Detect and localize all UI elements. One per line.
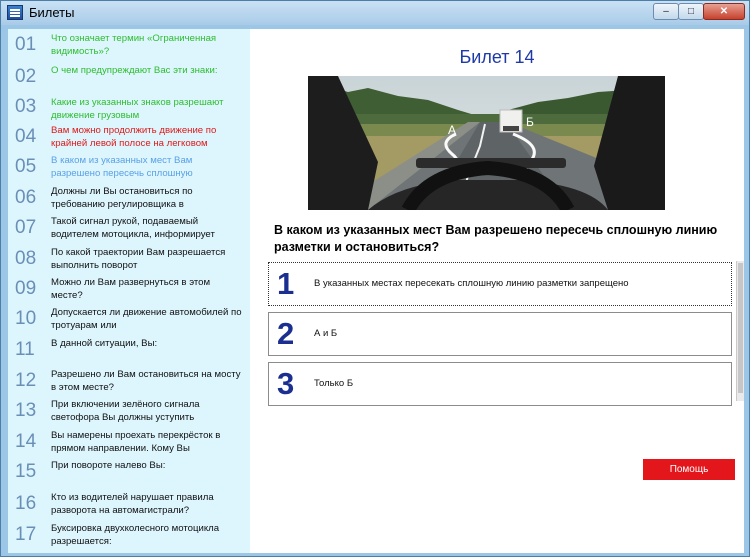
question-text: Можно ли Вам развернуться в этом месте? — [51, 277, 211, 301]
image-label-a: А — [448, 123, 457, 137]
question-item[interactable] — [8, 521, 250, 552]
answer-text: А и Б — [314, 328, 338, 339]
question-text: Разрешено ли Вам остановиться на мосту в этом месте? — [51, 369, 241, 393]
question-text: Вам можно продолжить движение по крайней левой полосе на легковом — [51, 125, 217, 149]
question-text: Такой сигнал рукой, подаваемый водителем мотоцикла, информирует — [51, 216, 215, 240]
question-panel — [250, 29, 744, 553]
question-item[interactable] — [8, 336, 250, 367]
question-item[interactable] — [8, 428, 250, 459]
minimize-button[interactable] — [653, 3, 679, 20]
question-text: В каком из указанных мест Вам разрешено пересечь сплошную линию разметки и остановиться? — [274, 223, 718, 254]
question-number: 16 — [15, 493, 37, 514]
maximize-button[interactable] — [678, 3, 704, 20]
question-text: В данной ситуации, Вы: — [51, 338, 158, 349]
question-item[interactable] — [8, 214, 250, 245]
help-button[interactable]: Помощь — [643, 459, 735, 480]
question-image — [308, 76, 665, 210]
answer-text: Только Б — [314, 378, 354, 389]
question-item[interactable] — [8, 305, 250, 336]
question-text: При включении зелёного сигнала светофора Вы должны уступить — [51, 399, 200, 423]
question-number: 13 — [15, 400, 37, 421]
answer-number: 1 — [277, 266, 295, 301]
image-label-b: Б — [526, 115, 534, 129]
answer-number: 3 — [277, 366, 295, 401]
question-number: 03 — [15, 96, 37, 117]
question-text: Кто из водителей нарушает правила разворота на автомагистрали? — [51, 492, 214, 516]
answer-option[interactable] — [268, 312, 732, 356]
question-text: При повороте налево Вы: — [51, 460, 166, 471]
question-number: 15 — [15, 461, 37, 482]
question-item[interactable] — [8, 275, 250, 306]
question-text: О чем предупреждают Вас эти знаки: — [51, 65, 218, 76]
app-icon — [7, 5, 23, 20]
question-number: 11 — [15, 339, 35, 360]
question-number: 12 — [15, 370, 37, 391]
question-text: Буксировка двухколесного мотоцикла разрешается: — [51, 523, 220, 547]
answer-option[interactable] — [268, 362, 732, 406]
question-item[interactable] — [8, 31, 250, 62]
scrollbar-thumb[interactable] — [738, 263, 743, 393]
question-item[interactable] — [8, 397, 250, 428]
answer-number: 2 — [277, 316, 295, 351]
question-text: Какие из указанных знаков разрешают движение грузовым — [51, 97, 224, 121]
question-number: 04 — [15, 126, 37, 147]
question-item[interactable] — [8, 245, 250, 276]
client-area — [8, 29, 744, 553]
question-text: Должны ли Вы остановиться по требованию регулировщика в — [51, 186, 193, 210]
question-item[interactable] — [8, 367, 250, 398]
question-text: Вы намерены проехать перекрёсток в прямом направлении. Кому Вы — [51, 430, 221, 454]
scrollbar[interactable] — [736, 261, 744, 401]
question-item[interactable] — [8, 123, 250, 154]
ticket-title: Билет 14 — [459, 47, 535, 67]
question-item[interactable] — [8, 153, 250, 184]
question-number: 01 — [15, 34, 37, 55]
close-button[interactable] — [703, 3, 745, 20]
question-text: В каком из указанных мест Вам разрешено пересечь сплошную — [51, 155, 193, 179]
question-text: По какой траектории Вам разрешается выполнить поворот — [51, 247, 226, 271]
question-number: 06 — [15, 187, 37, 208]
question-item[interactable] — [8, 490, 250, 521]
question-item[interactable] — [8, 93, 250, 124]
question-number: 02 — [15, 66, 37, 87]
question-item[interactable] — [8, 184, 250, 215]
answer-text: В указанных местах пересекать сплошную линию разметки запрещено — [314, 278, 629, 289]
question-number: 14 — [15, 431, 37, 452]
answer-option[interactable] — [268, 262, 732, 306]
close-icon: ✕ — [719, 6, 729, 17]
minimize-icon: ‒ — [663, 6, 669, 17]
question-number: 08 — [15, 248, 37, 269]
question-number: 09 — [15, 278, 37, 299]
question-item[interactable] — [8, 63, 250, 94]
question-number: 17 — [15, 524, 37, 545]
question-number: 10 — [15, 308, 37, 329]
question-list — [8, 29, 250, 553]
maximize-icon: □ — [687, 6, 695, 17]
question-text: Что означает термин «Ограниченная видимость»? — [51, 33, 217, 57]
window-title: Билеты — [29, 5, 75, 20]
title-bar[interactable] — [1, 1, 749, 25]
question-item[interactable] — [8, 458, 250, 489]
question-number: 07 — [15, 217, 37, 238]
question-number: 05 — [15, 156, 37, 177]
question-text: Допускается ли движение автомобилей по тротуарам или — [51, 307, 242, 331]
